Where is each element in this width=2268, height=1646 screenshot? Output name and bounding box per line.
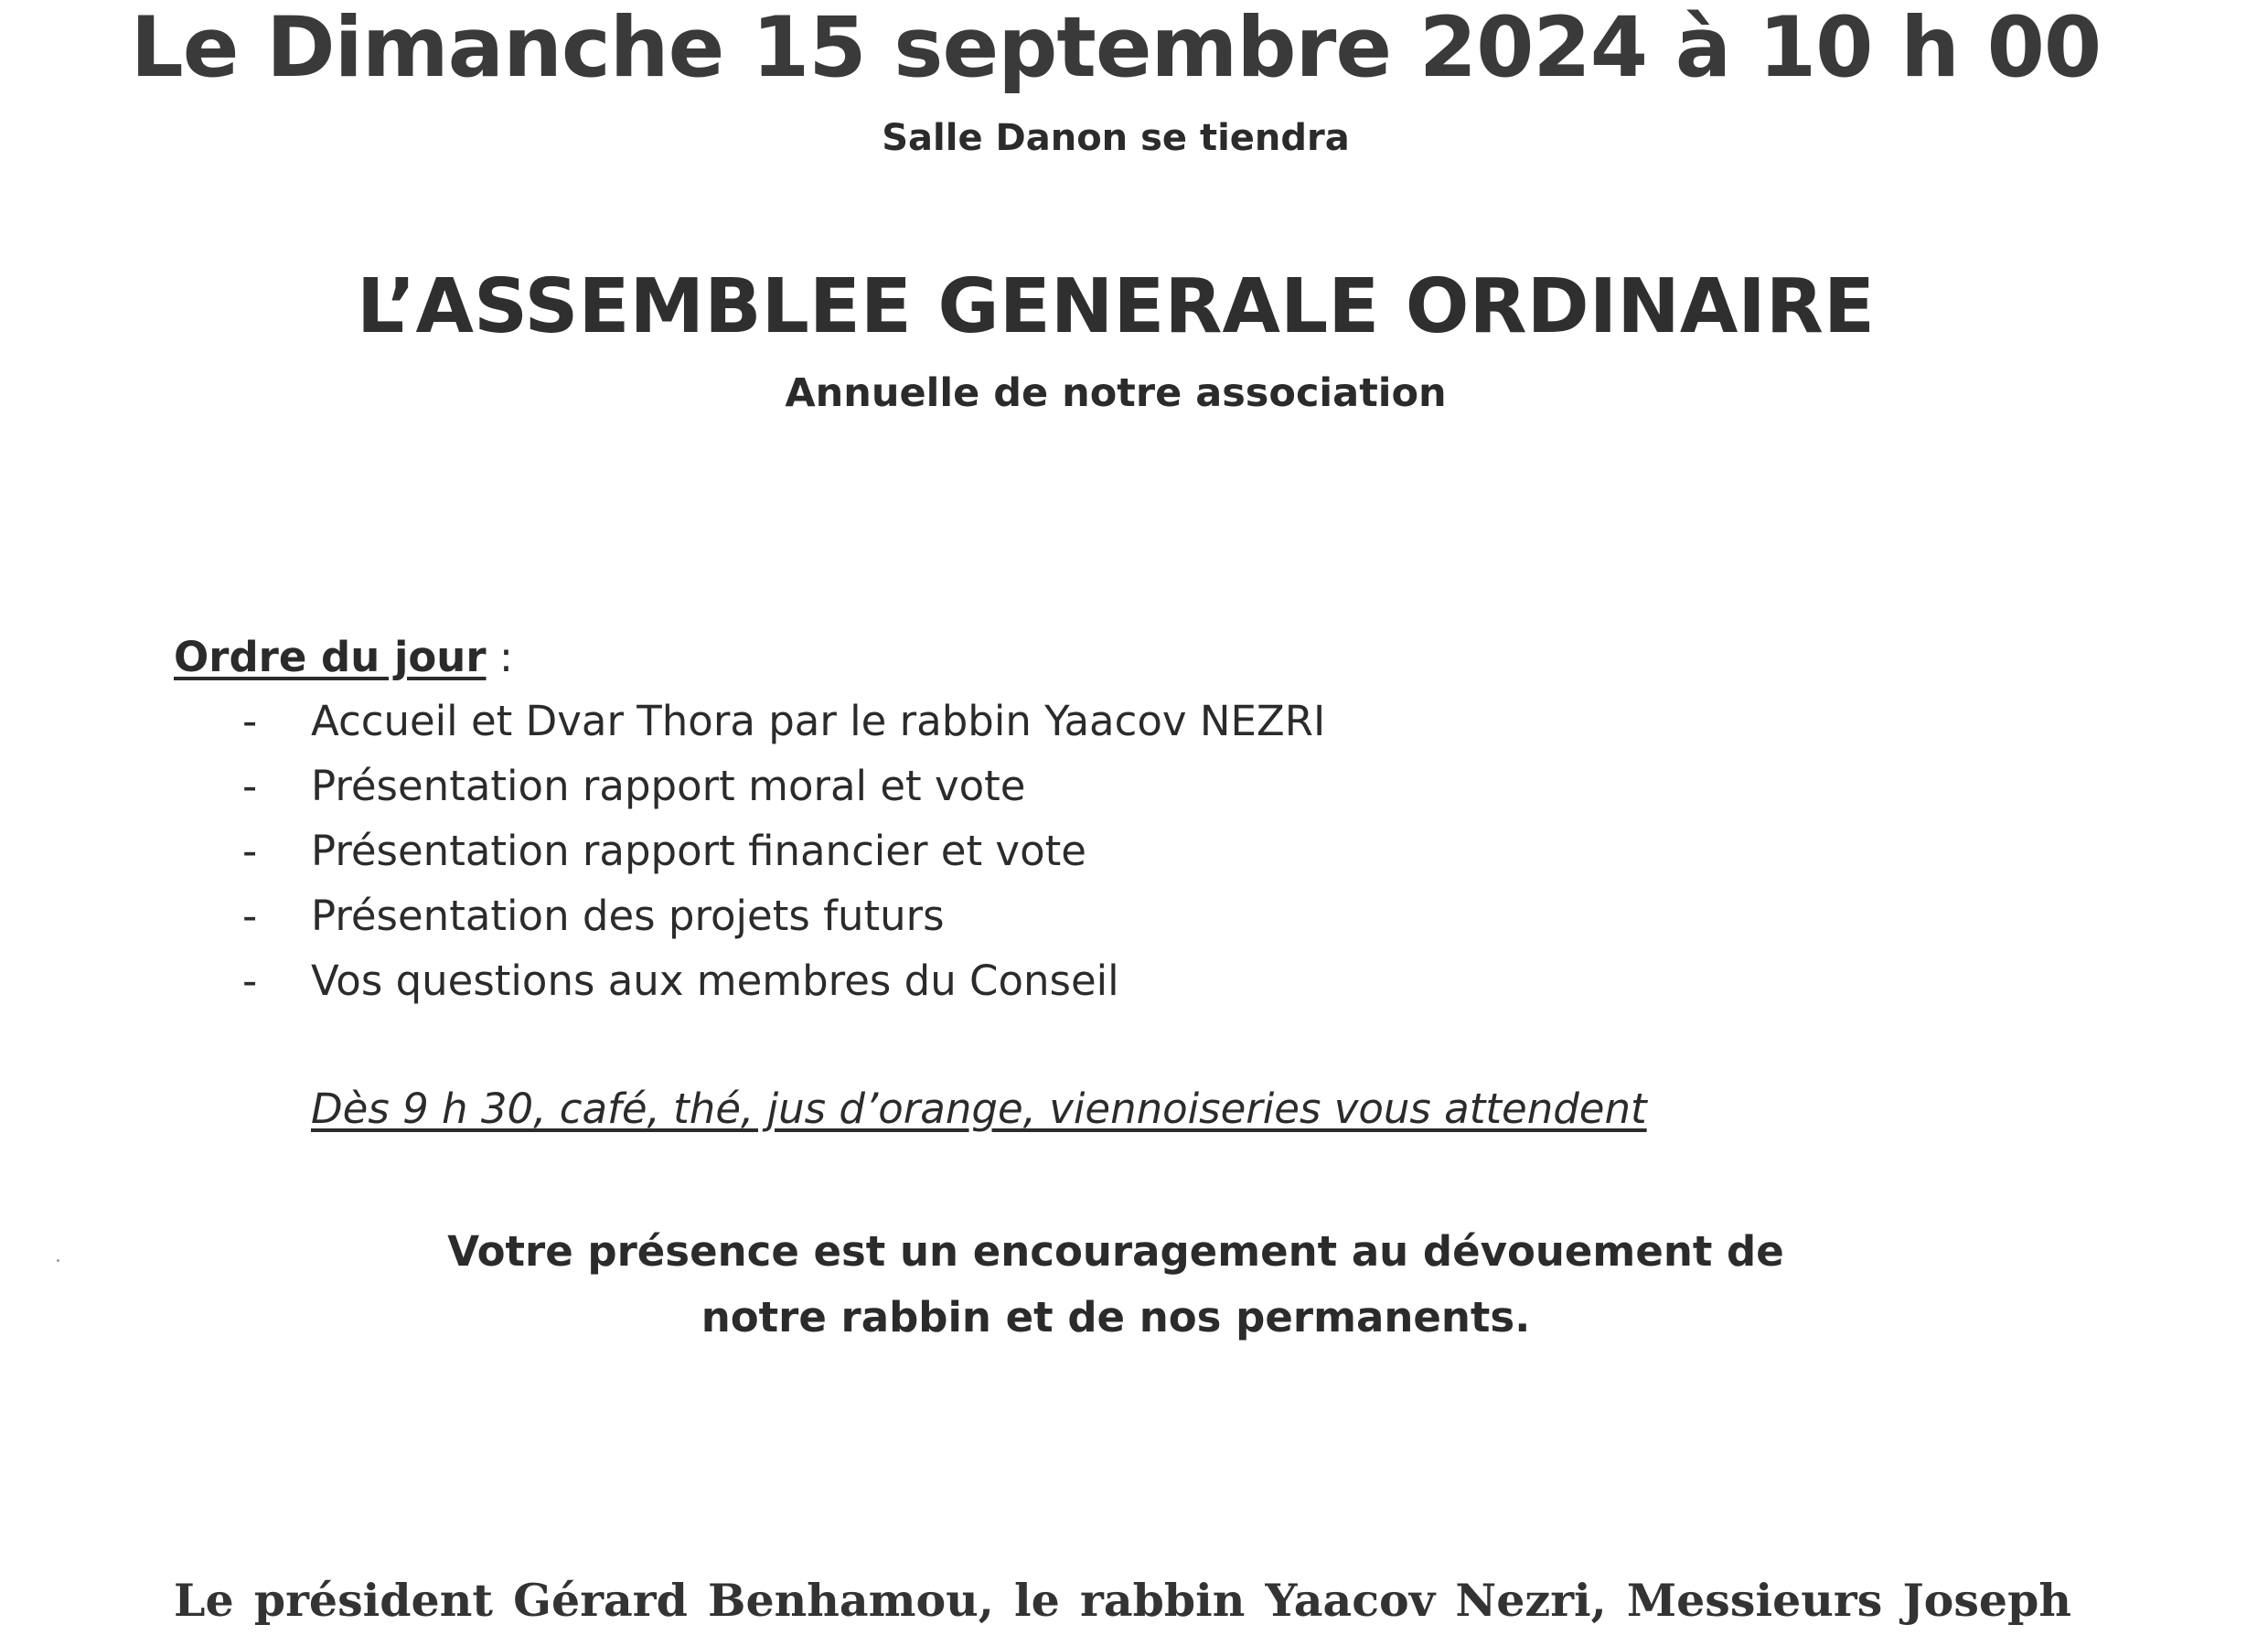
agenda-bullet: - xyxy=(242,697,258,745)
agenda-heading-label: Ordre du jour xyxy=(174,633,487,681)
agenda-item-text: Vos questions aux membres du Conseil xyxy=(311,957,1119,1005)
agenda-item-text: Présentation rapport financier et vote xyxy=(311,827,1086,875)
agenda-heading-colon: : xyxy=(486,633,513,681)
agenda-bullet: - xyxy=(242,762,258,810)
encouragement-message xyxy=(0,1219,2231,1351)
agenda-item-text: Accueil et Dvar Thora par le rabbin Yaacov NEZRI xyxy=(311,697,1326,745)
meeting-venue: Salle Danon se tiendra xyxy=(882,117,1350,159)
refreshments-note: Dès 9 h 30, café, thé, jus d’orange, viennoiseries vous attendent xyxy=(311,1085,1647,1133)
agenda-item-text: Présentation rapport moral et vote xyxy=(311,762,1026,810)
encouragement-line-2: notre rabbin et de nos permanents. xyxy=(701,1293,1531,1341)
agenda-bullet: - xyxy=(242,957,258,1005)
agenda-bullet: - xyxy=(242,892,258,940)
signatories-paragraph: Le président Gérard Benhamou, le rabbin Yaacov Nezri, Messieurs Joseph xyxy=(174,1574,2071,1627)
agenda-item-text: Présentation des projets futurs xyxy=(311,892,945,940)
agenda-heading xyxy=(174,633,513,681)
assembly-subtitle: Annuelle de notre association xyxy=(785,370,1447,416)
encouragement-line-1: Votre présence est un encouragement au dévouement de xyxy=(447,1227,1784,1276)
meeting-date: Le Dimanche 15 septembre 2024 à 10 h 00 xyxy=(130,0,2102,96)
assembly-title: L’ASSEMBLEE GENERALE ORDINAIRE xyxy=(357,263,1875,350)
scan-speck xyxy=(57,1259,59,1262)
agenda-bullet: - xyxy=(242,827,258,875)
